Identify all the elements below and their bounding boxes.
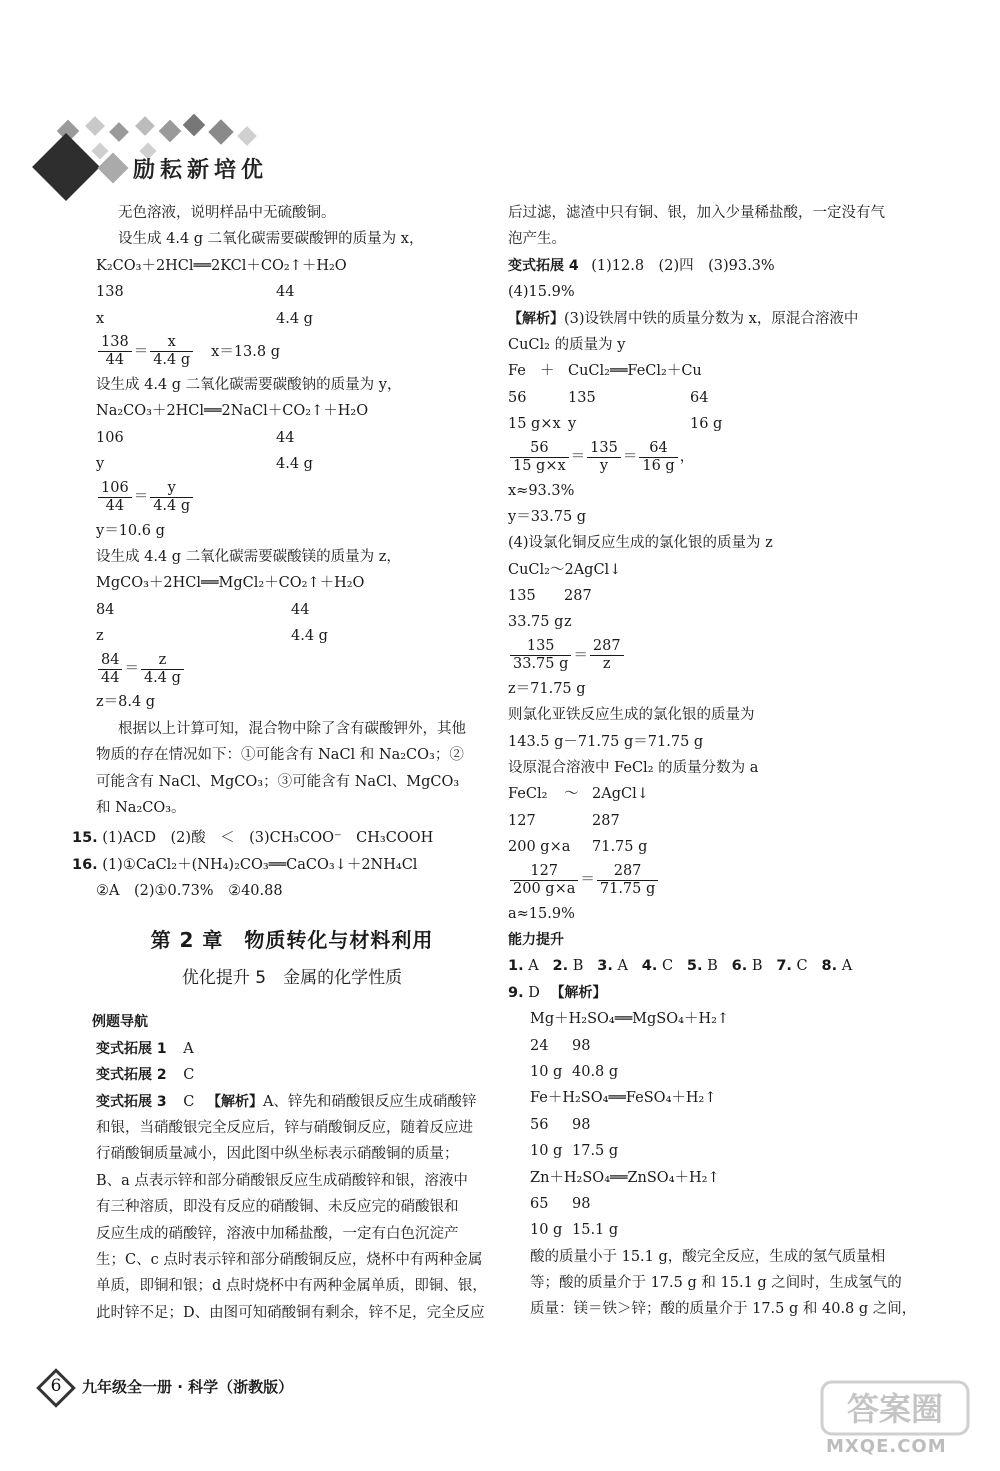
ext4-cont: (4)15.9% [508, 284, 575, 301]
value: 56 [508, 389, 527, 406]
analysis-label: 【解析】 [550, 984, 607, 1001]
text-line: 则氯化亚铁反应生成的氯化银的质量为 [508, 707, 755, 724]
value: 4.4 g [276, 310, 313, 327]
value: 138 [96, 284, 124, 301]
fraction: $\frac{z}{4.4 g}$ [141, 652, 184, 687]
text-line: 质量：镁＝铁＞锌；酸的质量介于 17.5 g 和 40.8 g 之间， [530, 1301, 917, 1318]
answer-text: (1)ACD (2)酸 ＜ (3)CH₃COO⁻ CH₃COOH [102, 830, 434, 847]
question-number: 9. [508, 984, 524, 1001]
text-line: 和银，当硝酸银完全反应后，锌与硝酸铜反应，随着反应进 [96, 1119, 473, 1136]
fraction: $\frac{64}{16 g}$ [639, 440, 677, 475]
ext-answer: C [183, 1093, 195, 1110]
value: 287 [592, 812, 620, 829]
text-line: 等；酸的质量介于 17.5 g 和 15.1 g 之间时，生成氢气的 [530, 1275, 902, 1292]
question-number: 16. [72, 856, 98, 873]
value: 200 g×a [508, 839, 571, 856]
text-line: 酸的质量小于 15.1 g，酸完全反应，生成的氢气质量相 [530, 1248, 886, 1265]
equation-row [96, 597, 488, 623]
result: x≈93.3% [508, 482, 575, 499]
fraction: $\frac{287}{z}$ [590, 638, 624, 673]
text-line: 泡产生。 [508, 231, 566, 248]
proportion: $\frac{135}{33.75 g}$ ＝ $\frac{287}{z}$ [508, 636, 908, 676]
equation-row [508, 385, 908, 411]
left-column [72, 200, 488, 1326]
text-line: 无色溶液，说明样品中无硫酸铜。 [118, 205, 336, 221]
fraction: $\frac{135}{33.75 g}$ [510, 638, 571, 673]
ext3 [96, 1089, 488, 1115]
value: 135 [568, 389, 596, 406]
fraction: $\frac{y}{4.4 g}$ [150, 480, 193, 515]
text-line: 有三种溶质，即没有反应的硝酸铜、未反应完的硝酸银和 [96, 1199, 459, 1216]
equation-row: 10 g 17.5 g [530, 1143, 619, 1160]
equation-row [96, 279, 488, 305]
fraction: $\frac{84}{44}$ [98, 652, 122, 687]
text-line: 根据以上计算可知，混合物中除了含有碳酸钾外，其他 [118, 720, 466, 737]
value: 287 [564, 588, 592, 605]
text-line: 设生成 4.4 g 二氧化碳需要碳酸镁的质量为 z， [96, 548, 401, 565]
value: 84 [96, 601, 115, 618]
eq-part: ＋ [540, 363, 555, 380]
fraction: $\frac{127}{200 g\times a}$ [510, 863, 578, 898]
text-line: 143.5 g－71.75 g＝71.75 g [508, 733, 704, 750]
text-line: 后过滤，滤渣中只有铜、银，加入少量稀盐酸，一定没有气 [508, 205, 885, 221]
right-column [508, 200, 917, 1323]
value: 106 [96, 429, 124, 446]
equation-row [508, 609, 908, 635]
value: 64 [690, 389, 709, 406]
text-line: 和 Na₂CO₃。 [96, 800, 186, 817]
fraction: $\frac{287}{71.75 g}$ [597, 863, 658, 898]
value: y [96, 456, 105, 473]
watermark-url: MXQE.COM [826, 1436, 947, 1457]
header-diamond-decoration [20, 95, 320, 205]
equation-row [508, 808, 908, 834]
equation: MgCO₃＋2HCl══MgCl₂＋CO₂↑＋H₂O [96, 575, 365, 592]
value: 71.75 g [592, 839, 648, 856]
ext4 [508, 253, 908, 279]
equation: K₂CO₃＋2HCl══2KCl＋CO₂↑＋H₂O [96, 257, 347, 274]
ext-label: 变式拓展 1 [96, 1040, 167, 1057]
result: x＝13.8 g [211, 343, 280, 360]
ext1 [96, 1036, 488, 1062]
result: y＝33.75 g [508, 508, 587, 525]
question-number: 15. [72, 830, 98, 847]
answer-text: (1)①CaCl₂＋(NH₄)₂CO₃══CaCO₃↓＋2NH₄Cl [102, 856, 418, 873]
text-line: 生；C、c 点时表示锌和部分硝酸铜反应，烧杯中有两种金属 [96, 1251, 483, 1268]
ext-label: 变式拓展 2 [96, 1067, 167, 1084]
text-line: 设生成 4.4 g 二氧化碳需要碳酸钾的质量为 x， [118, 231, 424, 248]
answer-16-cont: ②A (2)①0.73% ②40.88 [96, 883, 283, 900]
text-line: B、a 点表示锌和部分硝酸银反应生成硝酸锌和银，溶液中 [96, 1172, 468, 1189]
equation-row: 65 98 [530, 1195, 591, 1212]
equation [508, 358, 908, 384]
text-line: (4)设氯化铜反应生成的氯化银的质量为 z [508, 535, 773, 552]
text-line: 可能含有 NaCl、MgCO₃；③可能含有 NaCl、MgCO₃ [96, 773, 460, 790]
proportion: $\frac{84}{44}$ ＝ $\frac{z}{4.4 g}$ [96, 649, 488, 689]
ext-label: 变式拓展 4 [508, 257, 579, 274]
analysis-text: (3)设铁屑中铁的质量分数为 x，原混合溶液中 [564, 310, 859, 327]
value: 33.75 g [508, 614, 564, 631]
value: 127 [508, 812, 536, 829]
footer-book-title: 九年级全一册 · 科学（浙教版） [82, 1378, 294, 1396]
value: y [568, 416, 577, 433]
text-line: 物质的存在情况如下：①可能含有 NaCl 和 Na₂CO₃；② [96, 747, 464, 764]
text-line: 行硝酸铜质量减小，因此图中纵坐标表示硝酸铜的质量； [96, 1146, 459, 1163]
fraction: $\frac{56}{15 g\times x}$ [510, 440, 569, 475]
answer-15 [72, 825, 488, 851]
value: 15 g×x [508, 416, 561, 433]
result: z＝71.75 g [508, 680, 586, 697]
text-line: 设生成 4.4 g 二氧化碳需要碳酸钠的质量为 y， [96, 376, 402, 393]
analysis [508, 306, 908, 332]
answer-16 [72, 852, 488, 878]
text-line: 单质，即铜和银；d 点时烧杯中有两种金属单质，即铜、银， [96, 1278, 487, 1295]
page-number: 6 [50, 1376, 62, 1396]
result: y＝10.6 g [96, 522, 165, 539]
equation-row [96, 306, 488, 332]
ext-answer: C [183, 1067, 195, 1084]
equation-row [96, 451, 488, 477]
equation: Na₂CO₃＋2HCl══2NaCl＋CO₂↑＋H₂O [96, 403, 369, 420]
watermark-logo [820, 1378, 970, 1438]
result: a≈15.9% [508, 905, 575, 922]
answer-9 [508, 980, 908, 1006]
result: z＝8.4 g [96, 694, 156, 711]
analysis-label: 【解析】 [206, 1093, 263, 1110]
equation: CuCl₂～2AgCl↓ [508, 561, 622, 578]
chapter-title: 第 2 章 物质转化与材料利用 [150, 927, 434, 952]
mc-answers: 1. A 2. B 3. A 4. C 5. B 6. B 7. C 8. A [508, 958, 853, 975]
value: 4.4 g [276, 456, 313, 473]
fraction: $\frac{138}{44}$ [98, 334, 132, 369]
value: z [564, 614, 572, 631]
proportion: $\frac{127}{200 g\times a}$ ＝ $\frac{287}{71.75 g}$ [508, 861, 908, 901]
proportion: $\frac{106}{44}$ ＝ $\frac{y}{4.4 g}$ [96, 478, 488, 518]
eq-part: CuCl₂══FeCl₂＋Cu [568, 363, 702, 380]
value: 4.4 g [291, 628, 328, 645]
ext-answer: (1)12.8 (2)四 (3)93.3% [591, 257, 775, 274]
fraction: $\frac{106}{44}$ [98, 480, 132, 515]
equation: Zn＋H₂SO₄══ZnSO₄＋H₂↑ [530, 1169, 720, 1186]
eq-part: Fe [508, 363, 526, 380]
eq-part: FeCl₂ [508, 786, 548, 803]
value: 44 [276, 429, 295, 446]
header-title: 励耘新培优 [133, 158, 269, 183]
equation-row [508, 583, 908, 609]
equation: Fe＋H₂SO₄══FeSO₄＋H₂↑ [530, 1090, 717, 1107]
value: x [96, 310, 105, 327]
ext2 [96, 1062, 488, 1088]
equation-row: 10 g 40.8 g [530, 1063, 619, 1080]
fraction: $\frac{135}{y}$ [587, 440, 621, 475]
ext-label: 变式拓展 3 [96, 1093, 167, 1110]
equation-row [508, 834, 908, 860]
text-line: CuCl₂ 的质量为 y [508, 336, 626, 353]
fraction: $\frac{x}{4.4 g}$ [150, 334, 193, 369]
value: 16 g [690, 416, 723, 433]
eq-part: 2AgCl↓ [592, 786, 649, 803]
ext-answer: A [183, 1040, 194, 1057]
analysis-text: A、锌先和硝酸银反应生成硝酸锌 [262, 1093, 477, 1110]
text-line: 设原混合溶液中 FeCl₂ 的质量分数为 a [508, 760, 759, 777]
equation [508, 781, 908, 807]
guide-label: 例题导航 [92, 1014, 148, 1031]
equation-row: 56 98 [530, 1116, 591, 1133]
value: 135 [508, 588, 536, 605]
analysis-label: 【解析】 [508, 310, 564, 327]
section-title: 优化提升 5 金属的化学性质 [181, 968, 403, 988]
equation-row: 10 g 15.1 g [530, 1222, 619, 1239]
value: 44 [276, 284, 295, 301]
equation-row: 24 98 [530, 1037, 591, 1054]
answer: D [528, 984, 540, 1001]
text-line: 反应生成的硝酸锌，溶液中加稀盐酸，一定有白色沉淀产 [96, 1225, 459, 1242]
equation-row [508, 411, 908, 437]
equation: Mg＋H₂SO₄══MgSO₄＋H₂↑ [530, 1011, 730, 1028]
proportion: $\frac{56}{15 g\times x}$ ＝ $\frac{135}{y}$ ＝ $\frac{64}{16 g}$ ， [508, 438, 908, 478]
equation-row [96, 425, 488, 451]
svg-text:答案圈: 答案圈 [846, 1390, 944, 1428]
value: z [96, 628, 104, 645]
equation-row [96, 623, 488, 649]
ability-label: 能力提升 [508, 931, 564, 948]
text-line: 此时锌不足；D、由图可知硝酸铜有剩余，锌不足，完全反应 [96, 1304, 485, 1321]
eq-part: ～ [564, 786, 579, 803]
value: 44 [291, 601, 310, 618]
proportion: $\frac{138}{44}$ ＝ $\frac{x}{4.4 g}$ x＝13.8 g [96, 332, 488, 372]
